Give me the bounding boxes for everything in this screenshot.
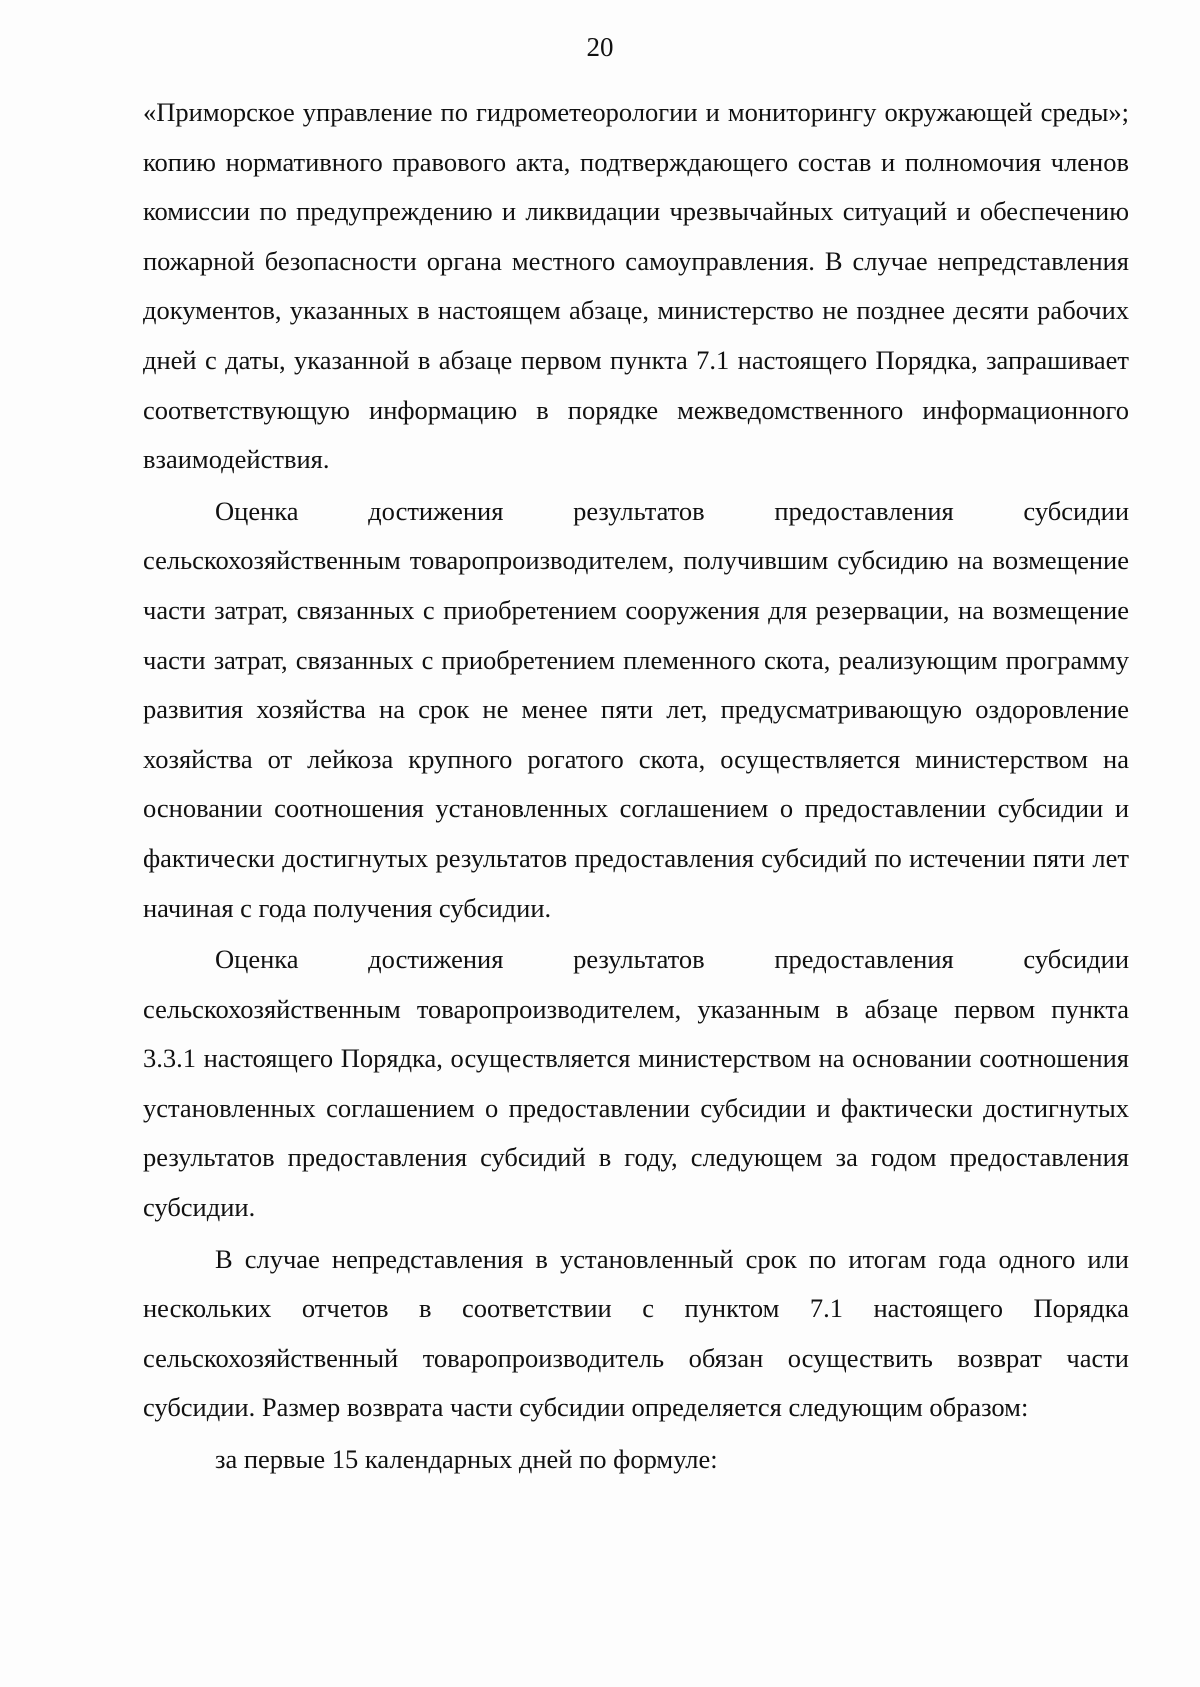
- paragraph-assessment-3-3-1: Оценка достижения результатов предоставления субсидии сельскохозяйственным товаропроизводителем, указанным в абзаце первом пункта 3.3.1 настоящего Порядка, осуществляется министерством на основании соотношения установленных соглашением о предоставлении субсидии и фактически достигнутых результатов предоставления субсидий в году, следующем за годом предоставления субсидии.: [143, 944, 1129, 1223]
- paragraph-refund-obligation: В случае непредставления в установленный срок по итогам года одного или нескольких отчетов в соответствии с пунктом 7.1 настоящего Порядка сельскохозяйственный товаропроизводитель обязан осуществить возврат части субсидии. Размер возврата части субсидии определяется следующим образом:: [143, 1243, 1129, 1423]
- page-number: 20: [586, 32, 614, 62]
- paragraph-formula-intro: за первые 15 календарных дней по формуле:: [215, 1444, 718, 1475]
- paragraph-assessment-reservation: Оценка достижения результатов предоставления субсидии сельскохозяйственным товаропроизводителем, получившим субсидию на возмещение части затрат, связанных с приобретением сооружения для резервации, на возмещение части затрат, связанных с приобретением племенного скота, реализующим программу развития хозяйства на срок не менее пяти лет, предусматривающую оздоровление хозяйства от лейкоза крупного рогатого скота, осуществляется министерством на основании соотношения установленных соглашением о предоставлении субсидии и фактически достигнутых результатов предоставления субсидий по истечении пяти лет начиная с года получения субсидии.: [143, 495, 1129, 923]
- paragraph-continuation: «Приморское управление по гидрометеорологии и мониторингу окружающей среды»; копию нормативного правового акта, подтверждающего состав и полномочия членов комиссии по предупреждению и ликвидации чрезвычайных ситуаций и обеспечению пожарной безопасности органа местного самоуправления. В случае непредставления документов, указанных в настоящем абзаце, министерство не позднее десяти рабочих дней с даты, указанной в абзаце первом пункта 7.1 настоящего Порядка, запрашивает соответствующую информацию в порядке межведомственного информационного взаимодействия.: [143, 97, 1129, 475]
- document-body: [143, 88, 1129, 1485]
